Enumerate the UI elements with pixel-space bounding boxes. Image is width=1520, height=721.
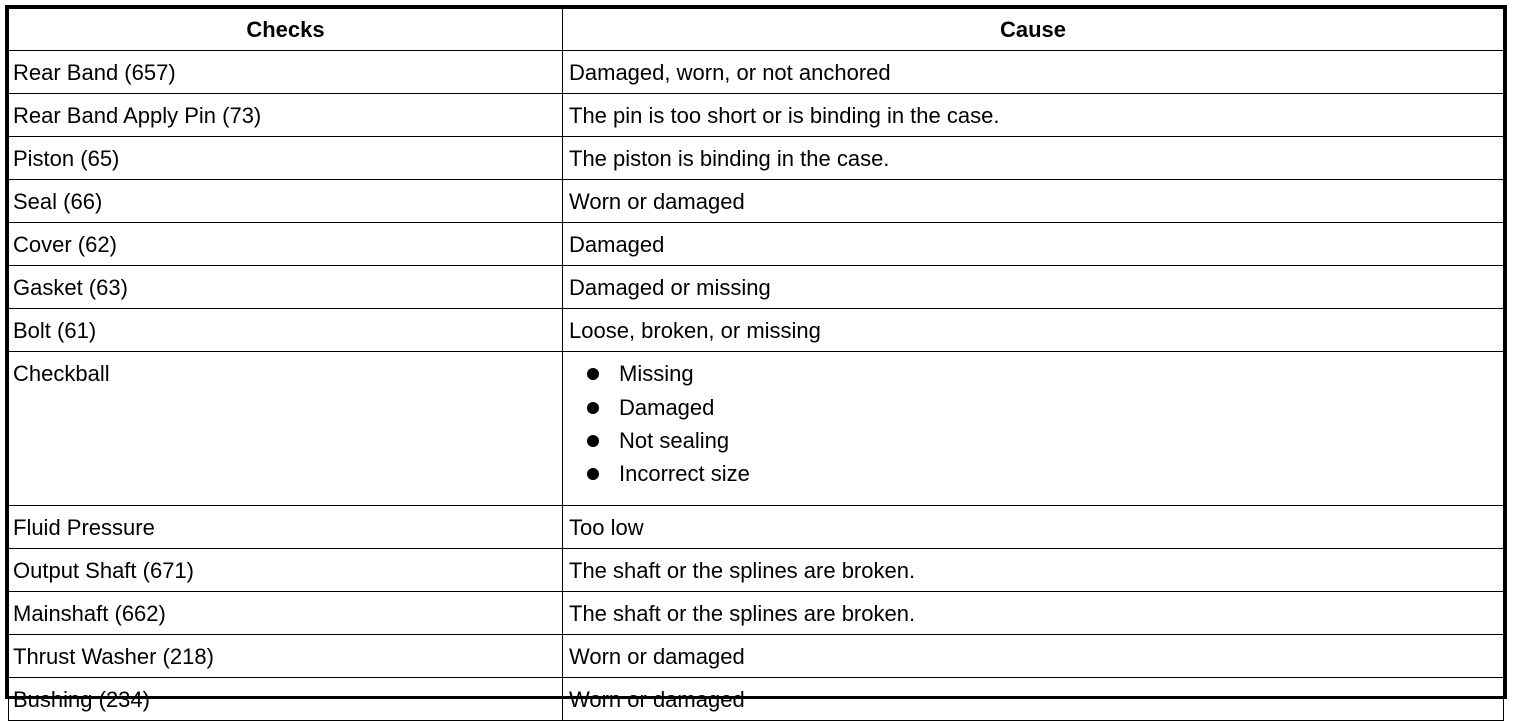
table-row	[9, 309, 1504, 352]
table-row	[9, 94, 1504, 137]
cause-cell: Too low	[563, 506, 1504, 549]
table-row	[9, 635, 1504, 678]
table-row	[9, 506, 1504, 549]
cause-cell: Loose, broken, or missing	[563, 309, 1504, 352]
cause-cell: Worn or damaged	[563, 180, 1504, 223]
cause-cell-list	[563, 352, 1504, 506]
bullet-icon	[587, 435, 599, 447]
bullet-icon	[587, 368, 599, 380]
table-row	[9, 223, 1504, 266]
check-cell: Piston (65)	[9, 137, 563, 180]
check-cell: Checkball	[9, 352, 563, 506]
check-cell: Thrust Washer (218)	[9, 635, 563, 678]
bullet-text: Missing	[619, 361, 694, 386]
cause-cell: Damaged, worn, or not anchored	[563, 51, 1504, 94]
header-cause: Cause	[563, 9, 1504, 51]
check-cell: Seal (66)	[9, 180, 563, 223]
table-row	[9, 51, 1504, 94]
cause-bullet-list	[569, 361, 1499, 498]
check-cell: Mainshaft (662)	[9, 592, 563, 635]
check-cell: Bushing (234)	[9, 678, 563, 721]
cause-cell: The pin is too short or is binding in the case.	[563, 94, 1504, 137]
check-cell: Rear Band Apply Pin (73)	[9, 94, 563, 137]
table-row	[9, 678, 1504, 721]
cause-cell: Damaged	[563, 223, 1504, 266]
cause-cell: The piston is binding in the case.	[563, 137, 1504, 180]
check-cell: Fluid Pressure	[9, 506, 563, 549]
table-header	[9, 9, 1504, 51]
check-cell: Bolt (61)	[9, 309, 563, 352]
table-row-checkball	[9, 352, 1504, 506]
table-row	[9, 592, 1504, 635]
bullet-item	[587, 361, 1499, 391]
check-cell: Output Shaft (671)	[9, 549, 563, 592]
cause-cell: Damaged or missing	[563, 266, 1504, 309]
bullet-text: Incorrect size	[619, 461, 750, 486]
table-body	[9, 51, 1504, 721]
cause-cell: Worn or damaged	[563, 635, 1504, 678]
table-row	[9, 266, 1504, 309]
bullet-text: Damaged	[619, 395, 715, 420]
check-cell: Gasket (63)	[9, 266, 563, 309]
bullet-icon	[587, 402, 599, 414]
cause-cell: The shaft or the splines are broken.	[563, 549, 1504, 592]
table-row	[9, 549, 1504, 592]
bullet-item	[587, 391, 1499, 424]
check-cell: Rear Band (657)	[9, 51, 563, 94]
cause-cell: The shaft or the splines are broken.	[563, 592, 1504, 635]
bullet-icon	[587, 468, 599, 480]
bullet-item	[587, 457, 1499, 490]
header-checks: Checks	[9, 9, 563, 51]
bullet-item	[587, 424, 1499, 457]
table-row	[9, 137, 1504, 180]
header-row	[9, 9, 1504, 51]
diagnosis-table	[5, 5, 1507, 712]
cause-cell: Worn or damaged	[563, 678, 1504, 721]
check-cell: Cover (62)	[9, 223, 563, 266]
checks-cause-table	[8, 8, 1504, 721]
table-row	[9, 180, 1504, 223]
bullet-text: Not sealing	[619, 428, 730, 453]
